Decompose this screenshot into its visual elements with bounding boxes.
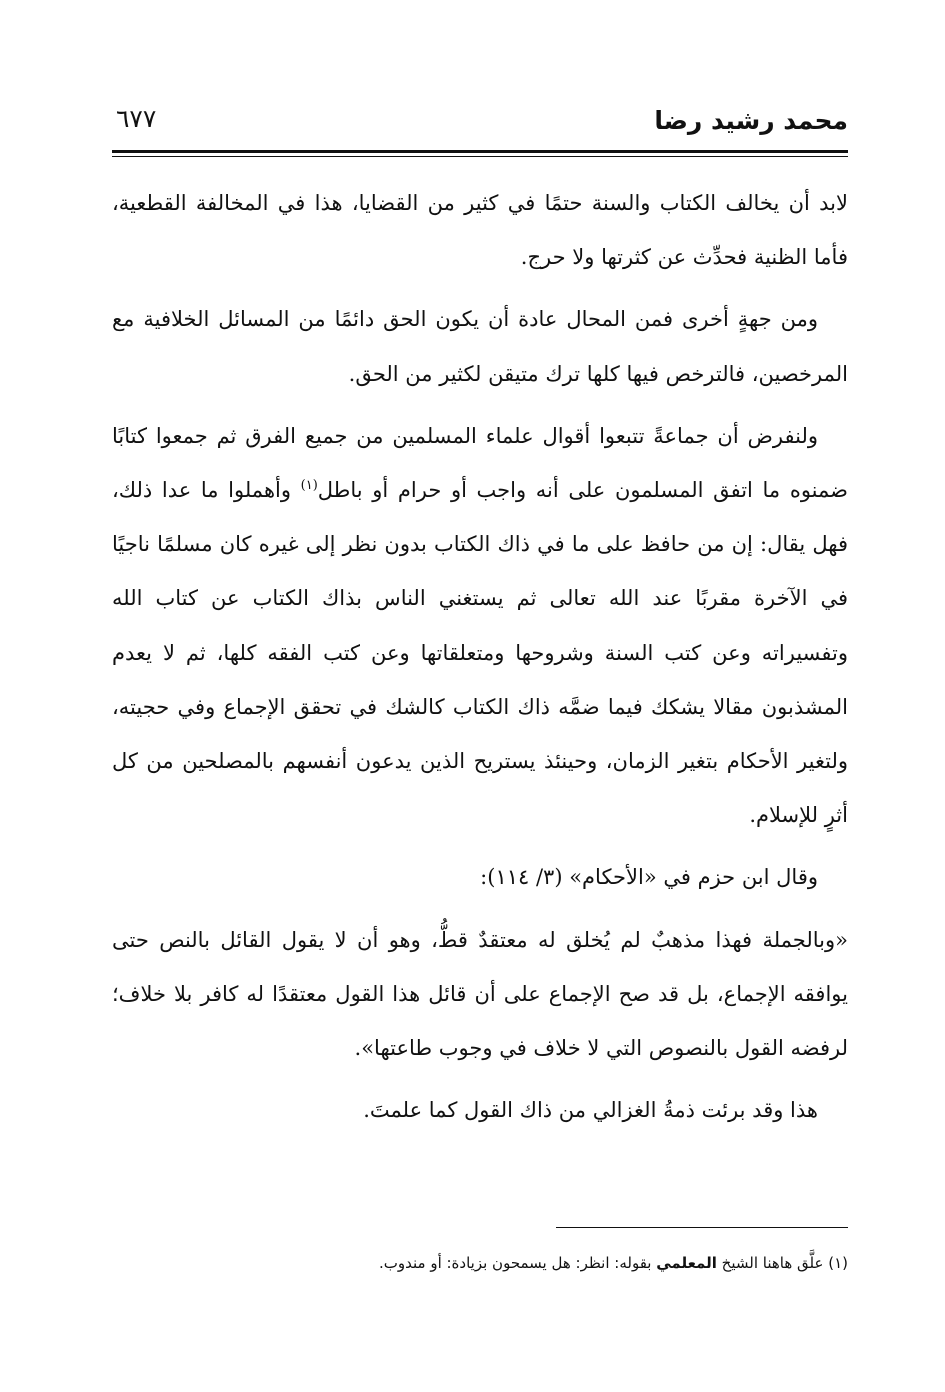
page-number: ٦٧٧: [116, 104, 157, 133]
header-rule-thin: [112, 156, 848, 157]
paragraph-3-part-b: وأهملوا ما عدا ذلك، فهل يقال: إن من حافظ على ما في ذاك الكتاب بدون نظر إلى غيره كان مسلمًا ناجيًا في الآخرة مقربًا عند الله تعالى ثم يستغني الناس بذاك الكتاب عن كتاب الله وتفسيراته وعن كتب السنة وشروحها ومتعلقاتها وعن كتب الفقه كلها، ثم لا يعدم المشذبون مقالا يشكك فيما ضمَّه ذاك الكتاب كالشك في تحقق الإجماع وفي حجيته، ولتغير الأحكام بتغير الزمان، وحينئذ يستريح الذين يدعون أنفسهم بالمصلحين من كل أثرٍ للإسلام.: [112, 478, 848, 828]
footnote: [112, 1246, 848, 1280]
footnote-rest: بقوله: انظر: هل يسمحون بزيادة: أو مندوب.: [378, 1254, 657, 1272]
paragraph-4: وقال ابن حزم في «الأحكام» (٣/ ١١٤):: [480, 865, 818, 890]
page-header: [112, 96, 848, 148]
running-title: محمد رشيد رضا: [654, 106, 848, 135]
paragraph-6: هذا وقد برئت ذمةُ الغزالي من ذاك القول كما علمتَ.: [363, 1098, 818, 1123]
paragraph-1: لابد أن يخالف الكتاب والسنة حتمًا في كثير من القضايا، هذا في المخالفة القطعية، فأما الظنية فحدِّث عن كثرتها ولا حرج.: [112, 191, 848, 270]
header-rule-thick: [112, 150, 848, 153]
paragraph-3: [112, 409, 848, 843]
paragraph-3-part-a: ولنفرض أن جماعةً تتبعوا أقوال علماء المسلمين من جميع الفرق ثم جمعوا كتابًا ضمنوه ما اتفق المسلمون على أنه واجب أو حرام أو باطل: [112, 423, 848, 503]
footnote-reference: (١): [300, 478, 318, 494]
footnote-lead: علَّق هاهنا الشيخ: [716, 1254, 829, 1272]
paragraph-2: ومن جهةٍ أخرى فمن المحال عادة أن يكون الحق دائمًا من المسائل الخلافية مع المرخصين، فالترخص فيها كلها ترك متيقن لكثير من الحق.: [112, 307, 848, 386]
footnote-rule: [556, 1227, 848, 1228]
footnote-number: (١): [828, 1254, 848, 1272]
paragraph-5-quote: «وبالجملة فهذا مذهبٌ لم يُخلق له معتقدٌ قطُّ، وهو أن لا يقول القائل بالنص حتى يوافقه الإجماع، بل قد صح الإجماع على أن قائل هذا القول معتقدًا له كافر بلا خلاف؛ لرفضه القول بالنصوص التي لا خلاف في وجوب طاعتها».: [112, 927, 848, 1061]
body-text: [112, 176, 848, 1145]
footnote-bold-name: المعلمي: [656, 1254, 717, 1272]
